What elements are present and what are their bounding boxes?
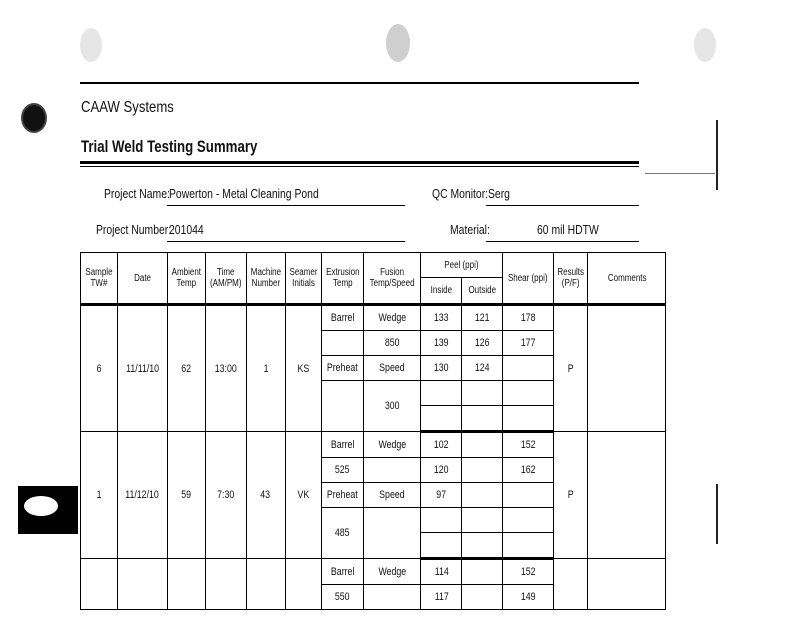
cell-date-text: 11/12/10	[125, 489, 160, 501]
cell-fusion-text: Speed	[379, 489, 406, 501]
cell-shear	[503, 559, 553, 585]
col-date: Date	[118, 253, 168, 305]
cell-inside	[421, 458, 462, 483]
cell-time	[205, 305, 246, 432]
cell-sample	[81, 432, 118, 559]
cell-comments	[588, 432, 666, 559]
col-shear: Shear (ppi)	[503, 253, 553, 305]
cell-sample-text: 1	[96, 489, 102, 501]
cell-shear	[503, 533, 553, 559]
project-name-label: Project Name:	[104, 186, 170, 201]
col-fusion: Fusion Temp/Speed	[364, 253, 421, 305]
col-time: Time (AM/PM)	[205, 253, 246, 305]
project-name-value: Powerton - Metal Cleaning Pond	[169, 186, 319, 201]
col-peel: Peel (ppi)	[421, 253, 503, 278]
cell-machine	[246, 305, 285, 432]
title-rule	[80, 161, 639, 164]
cell-shear-text: 152	[520, 566, 536, 578]
cell-fusion	[364, 381, 421, 432]
cell-extrusion	[321, 458, 364, 483]
cell-shear	[503, 483, 553, 508]
cell-shear	[503, 508, 553, 533]
cell-outside	[462, 406, 503, 432]
cell-seamer-text: KS	[297, 362, 309, 375]
cell-fusion	[364, 356, 421, 381]
cell-time	[205, 559, 246, 610]
cell-shear	[503, 305, 553, 331]
cell-result-text: P	[567, 489, 574, 501]
cell-fusion	[364, 559, 421, 585]
col-ambient: Ambient Temp	[168, 253, 206, 305]
binder-hole-icon	[21, 103, 47, 133]
cell-inside	[421, 559, 462, 585]
cell-outside	[462, 458, 503, 483]
project-number-value: 201044	[169, 222, 204, 237]
cell-outside	[462, 559, 503, 585]
cell-shear-text: 162	[520, 464, 536, 476]
cell-outside	[462, 381, 503, 406]
cell-shear-text: 178	[520, 312, 536, 324]
cell-inside-text: 102	[434, 439, 449, 451]
col-extrusion: Extrusion Temp	[321, 253, 364, 305]
cell-shear	[503, 381, 553, 406]
cell-inside	[421, 381, 462, 406]
cell-inside	[421, 533, 462, 559]
cell-result	[553, 305, 587, 432]
cell-fusion	[364, 305, 421, 331]
cell-extrusion	[321, 305, 364, 331]
cell-outside-text: 121	[475, 312, 490, 324]
cell-extrusion-text: Barrel	[330, 438, 355, 451]
col-peel-inside: Inside	[421, 278, 462, 305]
col-results: Results (P/F)	[553, 253, 587, 305]
cell-ambient	[168, 305, 206, 432]
title-rule-thin	[80, 166, 639, 167]
col-sample: Sample TW#	[81, 253, 118, 305]
punch-hole-left	[80, 28, 102, 62]
material-value: 60 mil HDTW	[537, 222, 599, 237]
cell-seamer	[285, 432, 321, 559]
edge-hairline	[645, 173, 715, 174]
qc-monitor-underline	[486, 205, 639, 206]
cell-extrusion	[321, 381, 364, 432]
cell-inside-text: 133	[434, 312, 449, 324]
cell-extrusion-text: 525	[335, 464, 350, 476]
cell-time	[205, 432, 246, 559]
cell-inside-text: 114	[434, 566, 449, 578]
cell-fusion-text: Wedge	[378, 565, 407, 578]
cell-date-text: 11/11/10	[126, 362, 159, 375]
cell-seamer	[285, 305, 321, 432]
cell-fusion-text: Wedge	[378, 312, 407, 324]
cell-ambient	[168, 559, 206, 610]
qc-monitor-value: Serg	[488, 186, 510, 201]
cell-shear	[503, 356, 553, 381]
cell-outside	[462, 508, 503, 533]
cell-outside-text: 124	[475, 362, 490, 374]
cell-extrusion-text: Preheat	[326, 362, 358, 374]
cell-inside	[421, 585, 462, 610]
cell-outside	[462, 305, 503, 331]
cell-inside	[421, 305, 462, 331]
cell-extrusion-text: Barrel	[330, 312, 355, 324]
right-edge-marks	[716, 120, 732, 190]
punch-hole-center	[386, 24, 410, 62]
cell-time-text: 13:00	[214, 362, 237, 375]
col-comments: Comments	[588, 253, 666, 305]
cell-comments	[588, 559, 666, 610]
cell-outside	[462, 356, 503, 381]
cell-shear-text: 152	[520, 439, 536, 451]
cell-inside-text: 120	[434, 464, 449, 476]
cell-outside	[462, 533, 503, 559]
cell-date	[118, 432, 168, 559]
cell-extrusion-text: 485	[335, 527, 350, 539]
cell-sample	[81, 305, 118, 432]
cell-result	[553, 432, 587, 559]
cell-machine	[246, 559, 285, 610]
cell-shear	[503, 585, 553, 610]
cell-inside	[421, 331, 462, 356]
cell-machine-text: 43	[260, 489, 271, 501]
cell-fusion-text: Wedge	[378, 438, 407, 451]
cell-inside	[421, 356, 462, 381]
cell-extrusion	[321, 585, 364, 610]
cell-shear	[503, 432, 553, 458]
cell-sample	[81, 559, 118, 610]
cell-extrusion	[321, 483, 364, 508]
material-label: Material:	[450, 222, 490, 237]
cell-extrusion	[321, 559, 364, 585]
cell-extrusion	[321, 508, 364, 559]
cell-fusion-text: Speed	[379, 362, 406, 374]
cell-fusion	[364, 508, 421, 559]
cell-outside	[462, 585, 503, 610]
cell-seamer	[285, 559, 321, 610]
cell-extrusion	[321, 356, 364, 381]
cell-shear	[503, 331, 553, 356]
weld-test-table	[80, 252, 666, 610]
cell-ambient	[168, 432, 206, 559]
cell-fusion	[364, 432, 421, 458]
cell-machine	[246, 432, 285, 559]
cell-fusion	[364, 585, 421, 610]
cell-outside	[462, 331, 503, 356]
cell-shear	[503, 458, 553, 483]
cell-seamer-text: VK	[297, 489, 309, 501]
project-number-label: Project Number:	[96, 222, 172, 237]
cell-outside-text: 126	[475, 337, 490, 349]
cell-time-text: 7:30	[217, 489, 235, 501]
cell-inside	[421, 406, 462, 432]
cell-inside-text: 139	[434, 337, 449, 349]
table-row	[81, 432, 666, 458]
col-peel-outside: Outside	[462, 278, 503, 305]
cell-outside	[462, 483, 503, 508]
table-row	[81, 559, 666, 585]
project-name-underline	[167, 205, 405, 206]
cell-fusion	[364, 331, 421, 356]
page-title: Trial Weld Testing Summary	[81, 137, 258, 156]
cell-shear	[503, 406, 553, 432]
cell-fusion	[364, 483, 421, 508]
cell-inside	[421, 508, 462, 533]
cell-ambient-text: 62	[181, 362, 192, 375]
material-underline	[486, 241, 639, 242]
cell-extrusion-text: Barrel	[330, 565, 355, 578]
top-rule	[80, 82, 639, 84]
col-machine: Machine Number	[246, 253, 285, 305]
cell-extrusion-text: Preheat	[326, 489, 358, 501]
cell-fusion	[364, 458, 421, 483]
cell-date	[118, 305, 168, 432]
cell-sample-text: 6	[96, 362, 102, 375]
cell-inside-text: 97	[436, 489, 447, 501]
cell-inside	[421, 483, 462, 508]
cell-extrusion	[321, 331, 364, 356]
cell-fusion-text: 300	[384, 400, 400, 412]
cell-fusion-text: 850	[384, 337, 400, 349]
qc-monitor-label: QC Monitor:	[432, 186, 489, 201]
punch-hole-right	[694, 28, 716, 62]
cell-inside-text: 117	[434, 591, 449, 603]
cell-date	[118, 559, 168, 610]
right-edge-marks-lower	[716, 484, 730, 544]
project-number-underline	[167, 241, 405, 242]
cell-inside-text: 130	[434, 362, 449, 374]
scan-black-tab	[18, 486, 78, 534]
cell-inside	[421, 432, 462, 458]
cell-result-text: P	[567, 362, 574, 375]
cell-shear-text: 177	[520, 337, 536, 349]
cell-extrusion-text: 550	[335, 591, 350, 603]
cell-comments	[588, 305, 666, 432]
table-row	[81, 305, 666, 331]
cell-ambient-text: 59	[181, 489, 192, 501]
col-seamer: Seamer Initials	[285, 253, 321, 305]
cell-outside	[462, 432, 503, 458]
cell-shear-text: 149	[520, 591, 536, 603]
company-name: CAAW Systems	[81, 99, 174, 116]
cell-machine-text: 1	[263, 362, 269, 375]
cell-extrusion	[321, 432, 364, 458]
cell-result	[553, 559, 587, 610]
